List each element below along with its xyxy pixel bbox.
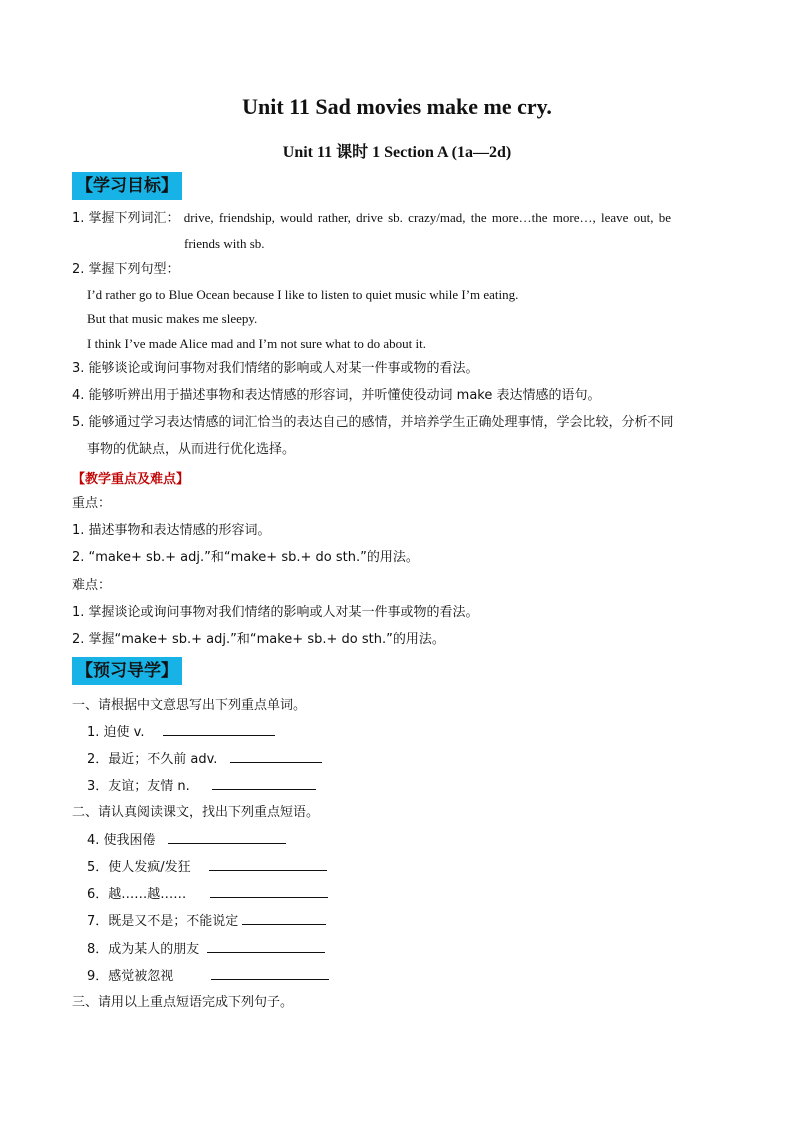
objective-item-1-prefix: 1. 掌握下列词汇：: [72, 211, 180, 226]
difficult-point-1: 1. 掌握谈论或询问事物对我们情绪的影响或人对某一件事或物的看法。: [72, 605, 479, 620]
preview-part-2: 二、请认真阅读课文，找出下列重点短语。: [72, 805, 320, 820]
word-item-1-prompt: 1. 迫使 v.: [87, 725, 145, 740]
word-item-2: [87, 750, 322, 769]
answer-blank[interactable]: [163, 723, 275, 736]
section-header-objectives: 【学习目标】: [72, 172, 182, 200]
phrase-item-4: [87, 831, 286, 850]
phrase-item-9-prompt: 9．感觉被忽视: [87, 969, 174, 984]
key-point-label: 重点：: [72, 496, 112, 511]
objective-item-5: 5. 能够通过学习表达情感的词汇恰当的表达自己的感情，并培养学生正确处理事情，学会比较，分析不同: [72, 415, 674, 430]
word-item-2-prompt: 2．最近；不久前 adv.: [87, 752, 218, 767]
section-header-key-points: 【教学重点及难点】: [72, 472, 190, 487]
answer-blank[interactable]: [168, 831, 286, 844]
preview-part-3: 三、请用以上重点短语完成下列句子。: [72, 995, 294, 1010]
word-item-1: [87, 723, 275, 742]
answer-blank[interactable]: [207, 940, 325, 953]
objective-item-5-continued: 事物的优缺点，从而进行优化选择。: [87, 442, 296, 457]
answer-blank[interactable]: [210, 885, 328, 898]
lesson-subtitle: Unit 11 课时 1 Section A (1a—2d): [282, 144, 512, 161]
difficult-point-label: 难点：: [72, 578, 112, 593]
objective-item-1-continued: friends with sb.: [184, 236, 265, 251]
phrase-item-8-prompt: 8．成为某人的朋友: [87, 942, 200, 957]
phrase-item-5: [87, 858, 327, 877]
phrase-item-6-prompt: 6．越……越……: [87, 887, 187, 902]
key-point-1: 1. 描述事物和表达情感的形容词。: [72, 523, 271, 538]
key-point-2: 2. “make+ sb.+ adj.”和“make+ sb.+ do sth.”的用法。: [72, 550, 419, 565]
sentence-pattern-2: But that music makes me sleepy.: [87, 311, 258, 326]
phrase-item-6: [87, 885, 328, 904]
phrase-item-5-prompt: 5．使人发疯/发狂: [87, 860, 191, 875]
phrase-item-7: [87, 912, 326, 931]
difficult-point-2: 2. 掌握“make+ sb.+ adj.”和“make+ sb.+ do sth.”的用法。: [72, 632, 445, 647]
answer-blank[interactable]: [242, 912, 326, 925]
word-item-3-prompt: 3．友谊；友情 n.: [87, 779, 190, 794]
phrase-item-8: [87, 940, 325, 959]
phrase-item-4-prompt: 4. 使我困倦: [87, 833, 156, 848]
answer-blank[interactable]: [212, 777, 316, 790]
document-title: Unit 11 Sad movies make me cry.: [242, 94, 552, 119]
section-header-preview: 【预习导学】: [72, 657, 182, 685]
sentence-pattern-1: I’d rather go to Blue Ocean because I like to listen to quiet music while I’m eating.: [87, 287, 519, 302]
objective-item-1: [72, 209, 671, 228]
phrase-item-7-prompt: 7．既是又不是；不能说定: [87, 914, 239, 929]
objective-item-2: 2. 掌握下列句型：: [72, 262, 180, 277]
phrase-item-9: [87, 967, 329, 986]
sentence-pattern-3: I think I’ve made Alice mad and I’m not sure what to do about it.: [87, 336, 426, 351]
preview-part-1: 一、请根据中文意思写出下列重点单词。: [72, 698, 307, 713]
word-item-3: [87, 777, 316, 796]
objective-item-3: 3. 能够谈论或询问事物对我们情绪的影响或人对某一件事或物的看法。: [72, 361, 479, 376]
answer-blank[interactable]: [209, 858, 327, 871]
objective-item-4: 4. 能够听辨出用于描述事物和表达情感的形容词，并听懂使役动词 make 表达情感的语句。: [72, 388, 601, 403]
answer-blank[interactable]: [230, 750, 322, 763]
objective-item-1-vocab: drive, friendship, would rather, drive sb. crazy/mad, the more…the more…, leave out, be: [183, 210, 672, 225]
answer-blank[interactable]: [211, 967, 329, 980]
